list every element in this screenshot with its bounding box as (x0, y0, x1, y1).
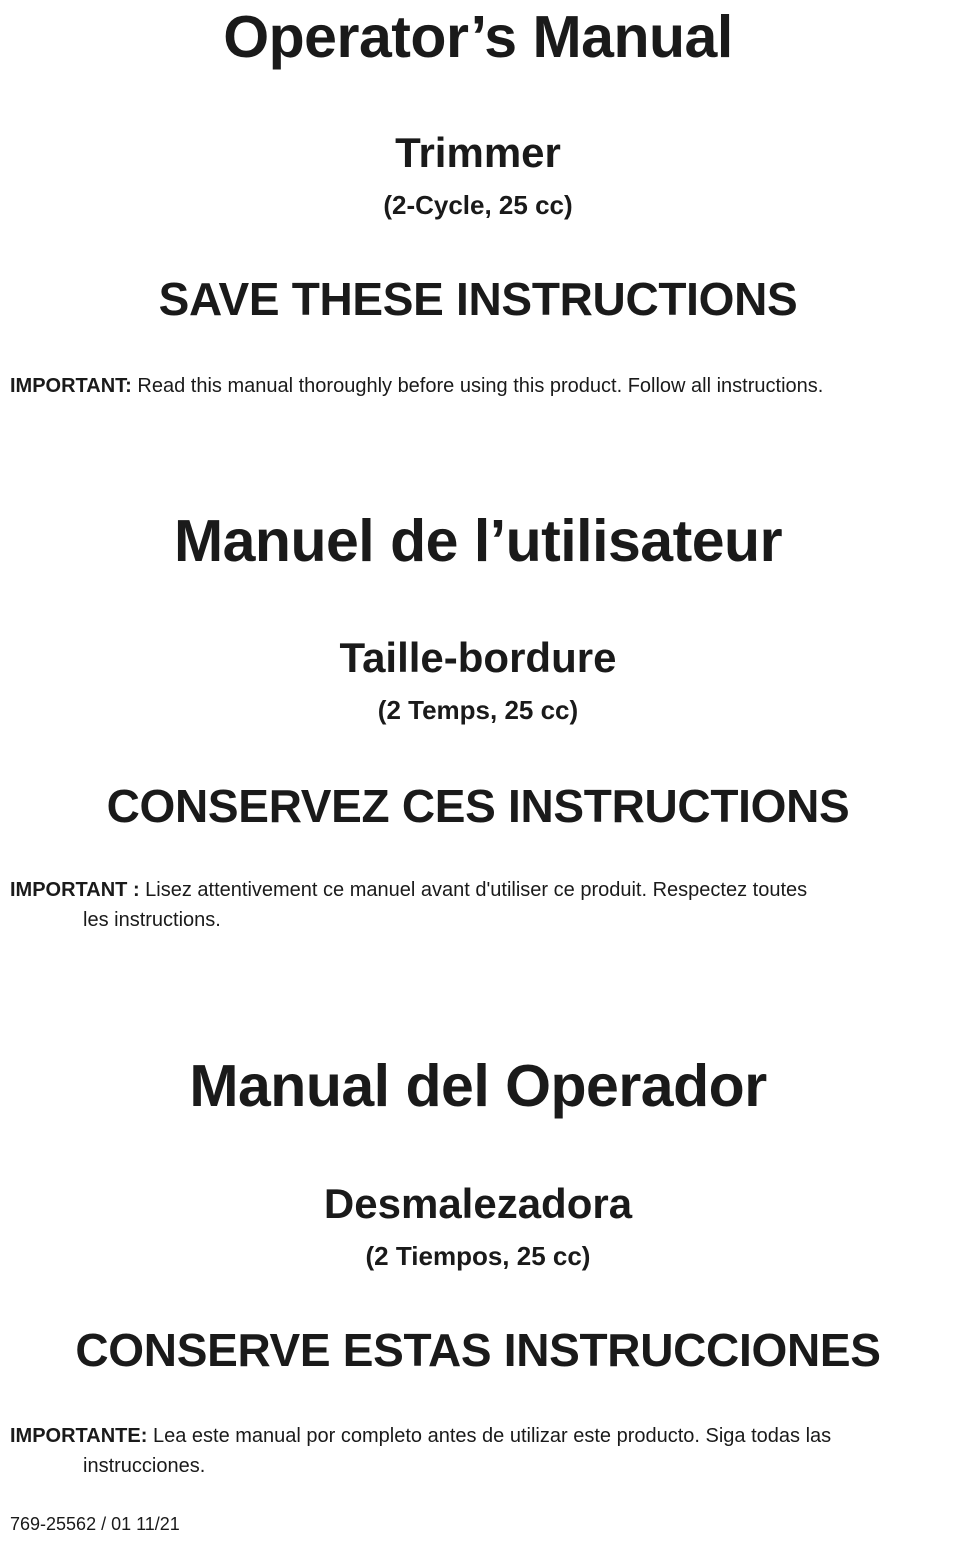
english-product-name: Trimmer (395, 129, 561, 176)
french-product-name: Taille-bordure (339, 634, 617, 681)
spanish-important-text-continued: instrucciones. (83, 1455, 206, 1477)
french-product-spec: (2 Temps, 25 cc) (377, 695, 579, 725)
spanish-product-spec: (2 Tiempos, 25 cc) (365, 1241, 591, 1271)
english-important-notice (10, 371, 950, 401)
document-number: 769-25562 / 01 11/21 (10, 1514, 180, 1534)
spanish-product-name: Desmalezadora (323, 1180, 633, 1227)
english-manual-title: Operator’s Manual (223, 4, 733, 70)
english-important-label: IMPORTANT: (10, 375, 132, 397)
french-important-label: IMPORTANT : (10, 879, 140, 901)
french-important-text-continued: les instructions. (83, 909, 221, 931)
spanish-important-label: IMPORTANTE: (10, 1425, 148, 1447)
spanish-save-instructions: CONSERVE ESTAS INSTRUCCIONES (75, 1324, 881, 1376)
french-save-instructions: CONSERVEZ CES INSTRUCTIONS (106, 780, 850, 832)
spanish-important-text: Lea este manual por completo antes de utilizar este producto. Siga todas las (152, 1425, 832, 1447)
french-important-text: Lisez attentivement ce manuel avant d'utiliser ce produit. Respectez toutes (145, 879, 808, 901)
english-product-spec: (2-Cycle, 25 cc) (383, 190, 573, 220)
english-important-text: Read this manual thoroughly before using this product. Follow all instructions. (137, 375, 824, 397)
spanish-important-notice (10, 1421, 950, 1481)
spanish-manual-title: Manual del Operador (189, 1053, 767, 1119)
french-important-notice (10, 875, 950, 935)
french-manual-title: Manuel de l’utilisateur (173, 508, 783, 574)
english-save-instructions: SAVE THESE INSTRUCTIONS (158, 273, 798, 325)
